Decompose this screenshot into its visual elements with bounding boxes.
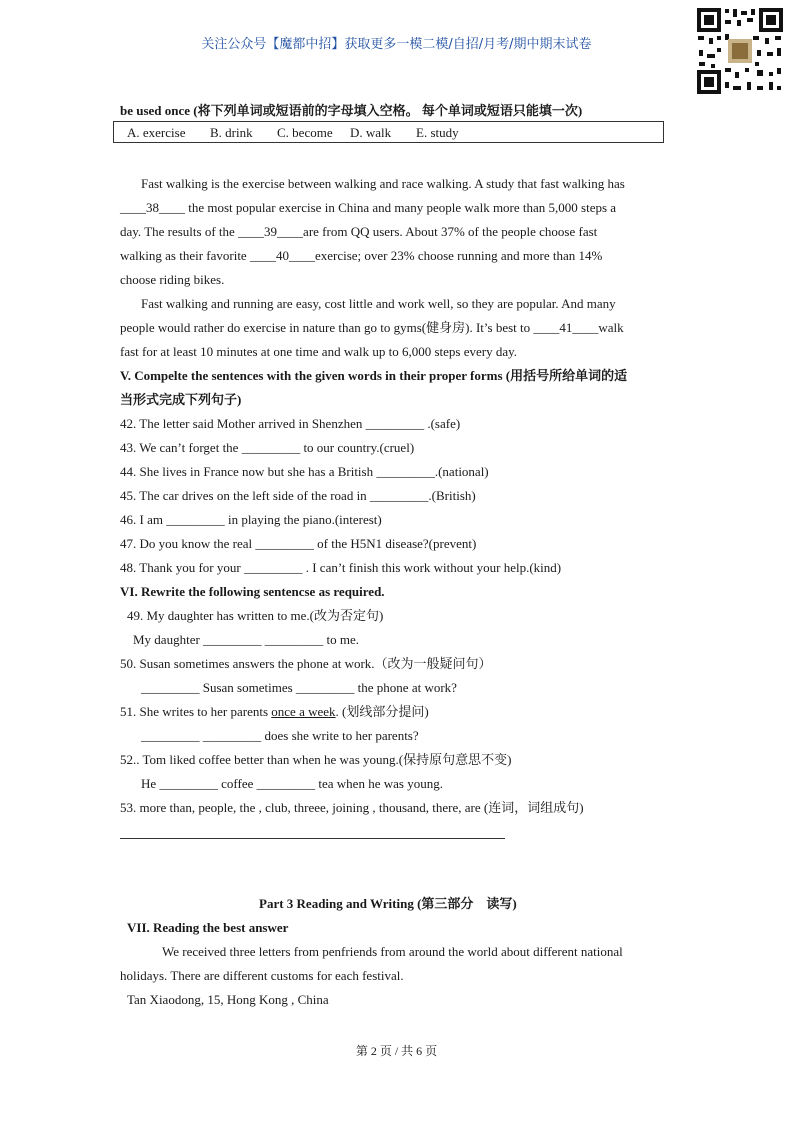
question-46: 46. I am _________ in playing the piano.(interest): [120, 512, 382, 527]
question-48: 48. Thank you for your _________ . I can’t finish this work without your help.(kind): [120, 560, 562, 575]
question-51-underlined: once a week: [271, 704, 336, 719]
section6-title: VI. Rewrite the following sentencse as required.: [120, 584, 385, 599]
question-47: 47. Do you know the real _________ of the H5N1 disease?(prevent): [120, 536, 477, 551]
passage-line: day. The results of the ____39____are from QQ users. About 37% of the people choose fast: [120, 224, 598, 239]
question-44: 44. She lives in France now but she has a British _________.(national): [120, 464, 489, 479]
question-43: 43. We can’t forget the _________ to our country.(cruel): [120, 440, 415, 455]
question-49-answer: My daughter _________ _________ to me.: [133, 632, 360, 647]
question-52-answer: He _________ coffee _________ tea when he was young.: [141, 776, 443, 791]
word-option-d: D. walk: [350, 125, 392, 140]
word-option-c: C. become: [277, 125, 333, 140]
qr-code-icon: [695, 6, 785, 96]
instruction: be used once (将下列单词或短语前的字母填入空格。 每个单词或短语只能填一次): [120, 103, 583, 118]
passage-line: ____38____ the most popular exercise in China and many people walk more than 5,000 steps a: [120, 200, 617, 215]
passage-line: people would rather do exercise in nature than go to gyms(健身房). It’s best to ____41____walk: [120, 320, 624, 335]
question-51: [120, 703, 429, 721]
part3-title: Part 3 Reading and Writing (第三部分 读写): [259, 896, 517, 911]
question-49: 49. My daughter has written to me.(改为否定句): [127, 608, 384, 623]
header-banner: 关注公众号【魔都中招】获取更多一模二模/自招/月考/期中期末试卷: [201, 37, 592, 52]
word-bank: [113, 121, 664, 143]
question-53: 53. more than, people, the , club, threee, joining , thousand, there, are (连词，词组成句): [120, 800, 584, 815]
passage-line: Fast walking and running are easy, cost little and work well, so they are popular. And many: [141, 296, 616, 311]
question-42: 42. The letter said Mother arrived in Shenzhen _________ .(safe): [120, 416, 461, 431]
answer-line-53: [120, 838, 505, 839]
word-option-e: E. study: [416, 125, 459, 140]
passage-line: Fast walking is the exercise between walking and race walking. A study that fast walking has: [141, 176, 625, 191]
question-51-answer: _________ _________ does she write to her parents?: [141, 728, 419, 743]
question-50-answer: _________ Susan sometimes _________ the phone at work?: [141, 680, 457, 695]
passage-line: walking as their favorite ____40____exercise; over 23% choose running and more than 14%: [120, 248, 603, 263]
section5-title-cont: 当形式完成下列句子): [120, 392, 242, 407]
question-52: 52.. Tom liked coffee better than when he was young.(保持原句意思不变): [120, 752, 512, 767]
word-option-a: A. exercise: [127, 125, 186, 140]
letter-author: Tan Xiaodong, 15, Hong Kong , China: [127, 992, 329, 1007]
reading-intro-cont: holidays. There are different customs for each festival.: [120, 968, 404, 983]
section7-title: VII. Reading the best answer: [127, 920, 289, 935]
question-51-text: 51. She writes to her parents: [120, 704, 272, 719]
passage-line: choose riding bikes.: [120, 272, 225, 287]
page-number: 第 2 页 / 共 6 页: [355, 1044, 438, 1058]
section5-title: V. Compelte the sentences with the given words in their proper forms (用括号所给单词的适: [120, 368, 628, 383]
question-50: 50. Susan sometimes answers the phone at work.（改为一般疑问句）: [120, 656, 492, 671]
reading-intro: We received three letters from penfriends from around the world about different national: [162, 944, 623, 959]
word-option-b: B. drink: [210, 125, 253, 140]
passage-line: fast for at least 10 minutes at one time and walk up to 6,000 steps every day.: [120, 344, 518, 359]
question-51-note: . (划线部分提问): [335, 704, 429, 719]
question-45: 45. The car drives on the left side of the road in _________.(British): [120, 488, 476, 503]
